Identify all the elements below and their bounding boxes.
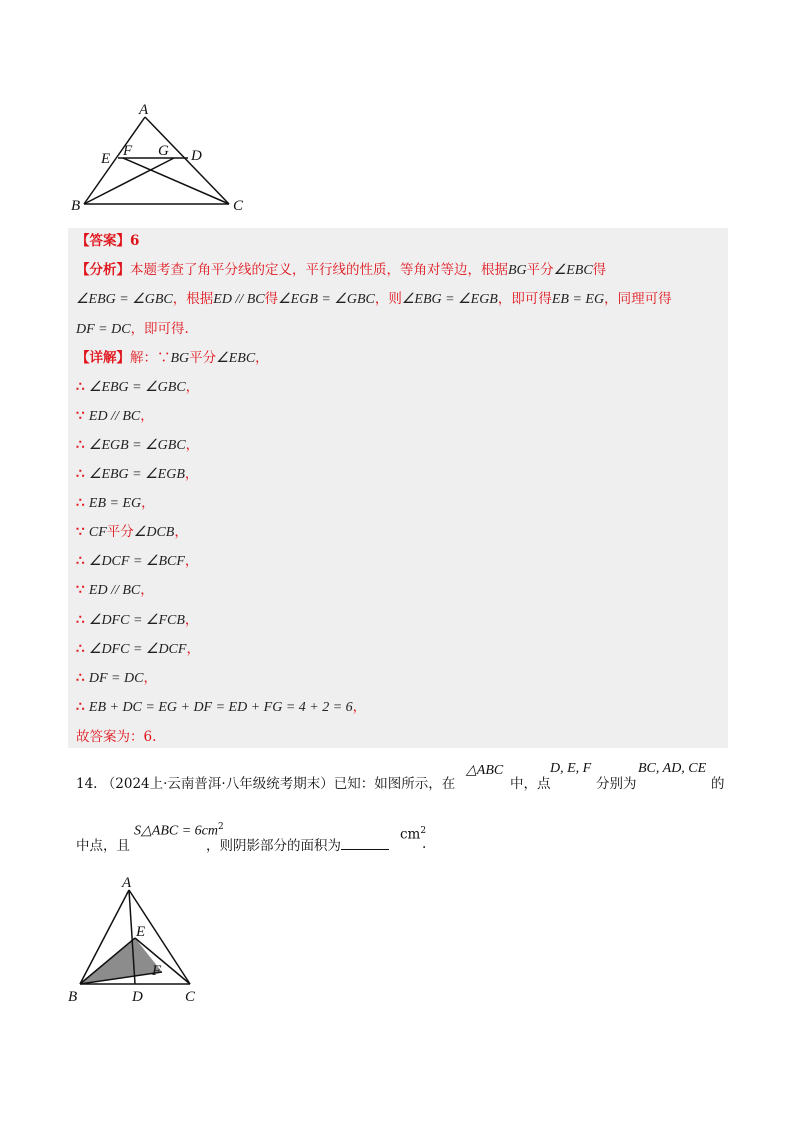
- step-row: [76, 468, 198, 482]
- step-expr: EB + DC = EG + DF = ED + FG = 4 + 2 = 6: [88, 700, 353, 715]
- question-text-b: ，则阴影部分的面积为: [206, 838, 341, 854]
- step-row: [76, 381, 199, 395]
- math: ED // BC: [213, 292, 265, 307]
- answer-tag: 【答案】: [76, 233, 130, 249]
- step-expr: ∠DCB: [133, 525, 175, 540]
- step-expr: DF = DC: [88, 671, 144, 686]
- step-mid: 平分: [106, 524, 134, 540]
- step-expr: ∠EBG = ∠EGB: [88, 467, 185, 482]
- label-f: F: [123, 143, 133, 159]
- math: [638, 760, 706, 777]
- unit-text: cm: [400, 826, 421, 843]
- step-symbol: ∴: [76, 437, 85, 453]
- answer-line: [76, 235, 139, 249]
- detail-text: 平分: [189, 350, 217, 366]
- math: EB = EG: [551, 292, 605, 307]
- label-d: D: [132, 989, 143, 1005]
- step-end: ，: [185, 437, 200, 453]
- label-a: A: [122, 875, 132, 891]
- detail-text: ，: [255, 350, 269, 366]
- question-14-line-2: [76, 834, 130, 854]
- step-row: [76, 584, 154, 598]
- step-row: [76, 555, 198, 569]
- math: DF = DC: [76, 322, 131, 337]
- label-a: A: [139, 102, 149, 118]
- step-symbol: ∴: [76, 553, 85, 569]
- conclusion: 故答案为：6.: [76, 729, 157, 745]
- analysis-text: 平分: [526, 262, 554, 278]
- side-ab: [84, 117, 145, 204]
- math: BG: [170, 351, 190, 366]
- math-points: D, E, F: [550, 761, 592, 776]
- label-e: E: [101, 151, 111, 167]
- question-text: .: [422, 836, 427, 852]
- answer-value: 6: [130, 233, 140, 249]
- math-val: = 6cm: [178, 823, 218, 839]
- step-symbol: ∴: [76, 495, 85, 511]
- analysis-text: 得: [592, 262, 607, 278]
- step-end: ，: [140, 408, 154, 424]
- step-expr: ∠EBG = ∠GBC: [88, 380, 186, 395]
- segment-bg: [84, 158, 174, 204]
- question-14-line-1: [76, 772, 455, 792]
- question-text: （2024上·云南普洱·八年级统考期末）已知：如图所示，在: [101, 776, 456, 792]
- math: ∠EBG = ∠EGB: [401, 292, 498, 307]
- step-end: ，: [184, 553, 199, 569]
- step-row: [76, 672, 157, 686]
- label-c: C: [233, 198, 244, 214]
- analysis-text: 得: [264, 291, 279, 307]
- step-symbol: ∵: [76, 524, 85, 540]
- analysis-line-2: [76, 293, 672, 307]
- analysis-tag: 【分析】: [76, 262, 130, 278]
- step-row: [76, 701, 366, 715]
- question-text: 分别为: [596, 776, 637, 792]
- label-b: B: [71, 198, 81, 214]
- step-expr: ∠DFC = ∠FCB: [88, 613, 185, 628]
- math-sup: 2: [218, 822, 224, 832]
- question-text: 中点，且: [76, 838, 130, 854]
- step-symbol: ∵: [76, 582, 85, 598]
- math: ∠EBC: [553, 263, 593, 278]
- math: ∠EBC: [216, 351, 256, 366]
- label-c: C: [185, 989, 196, 1005]
- step-end: ，: [174, 524, 188, 540]
- analysis-line-1: [76, 264, 606, 278]
- step-end: ，: [141, 495, 155, 511]
- label-b: B: [68, 989, 78, 1005]
- segment-cf: [123, 158, 229, 204]
- math: ∠EBG = ∠GBC: [76, 292, 173, 307]
- step-symbol: ∴: [76, 670, 85, 686]
- question-text: [206, 834, 389, 854]
- analysis-text: ，即可得: [497, 291, 552, 307]
- step-row: [76, 410, 154, 424]
- side-ac: [145, 117, 229, 204]
- label-d: D: [191, 148, 202, 164]
- step-symbol: ∵: [76, 408, 85, 424]
- analysis-text: ，同理可得: [604, 291, 672, 307]
- detail-text: 解：∵: [130, 350, 171, 366]
- math-segments: BC, AD, CE: [638, 761, 707, 776]
- step-end: ，: [185, 379, 200, 395]
- answer-blank[interactable]: [341, 837, 389, 850]
- step-end: ，: [186, 641, 200, 657]
- question-number: 14.: [76, 776, 98, 792]
- question-text: 的: [711, 776, 725, 792]
- label-e: E: [136, 924, 146, 940]
- label-g: G: [158, 143, 169, 159]
- step-end: ，: [143, 670, 157, 686]
- step-row: [76, 497, 155, 511]
- step-end: ，: [140, 582, 154, 598]
- step-symbol: ∴: [76, 466, 85, 482]
- step-expr: ∠DFC = ∠DCF: [88, 642, 187, 657]
- math: [466, 762, 503, 779]
- step-expr: CF: [88, 525, 107, 540]
- step-expr: ED // BC: [88, 583, 141, 598]
- math-sub: △ABC: [141, 823, 179, 839]
- triangle-figure-2: [66, 870, 216, 1005]
- analysis-text: ，即可得.: [130, 321, 189, 337]
- step-symbol: ∴: [76, 699, 85, 715]
- math: ∠EGB = ∠GBC: [278, 292, 375, 307]
- step-row: [76, 526, 188, 540]
- step-symbol: ∴: [76, 641, 85, 657]
- detail-tag: 【详解】: [76, 350, 130, 366]
- step-end: ，: [184, 612, 199, 628]
- analysis-text: ，根据: [172, 291, 214, 307]
- step-expr: EB = EG: [88, 496, 142, 511]
- analysis-text: ，则: [374, 291, 402, 307]
- analysis-line-3: [76, 323, 189, 337]
- step-expr: ∠DCF = ∠BCF: [88, 554, 185, 569]
- unit-sup: 2: [420, 826, 427, 836]
- step-expr: ∠EGB = ∠GBC: [88, 438, 186, 453]
- step-end: ，: [184, 466, 199, 482]
- analysis-text: 本题考查了角平分线的定义，平行线的性质，等角对等边，根据: [130, 262, 508, 278]
- step-row: [76, 614, 198, 628]
- label-f: F: [152, 963, 162, 979]
- step-row: [76, 439, 199, 453]
- detail-intro: [76, 352, 269, 366]
- math: BG: [508, 263, 527, 278]
- step-row: [76, 643, 200, 657]
- step-symbol: ∴: [76, 612, 85, 628]
- step-symbol: ∴: [76, 379, 85, 395]
- question-text: 中，点: [510, 776, 551, 792]
- triangle-figure-1: [66, 98, 266, 216]
- step-end: ，: [352, 699, 367, 715]
- math-tri: △ABC: [466, 763, 504, 778]
- math: [550, 760, 591, 777]
- math-s: S: [134, 823, 141, 839]
- step-expr: ED // BC: [88, 409, 141, 424]
